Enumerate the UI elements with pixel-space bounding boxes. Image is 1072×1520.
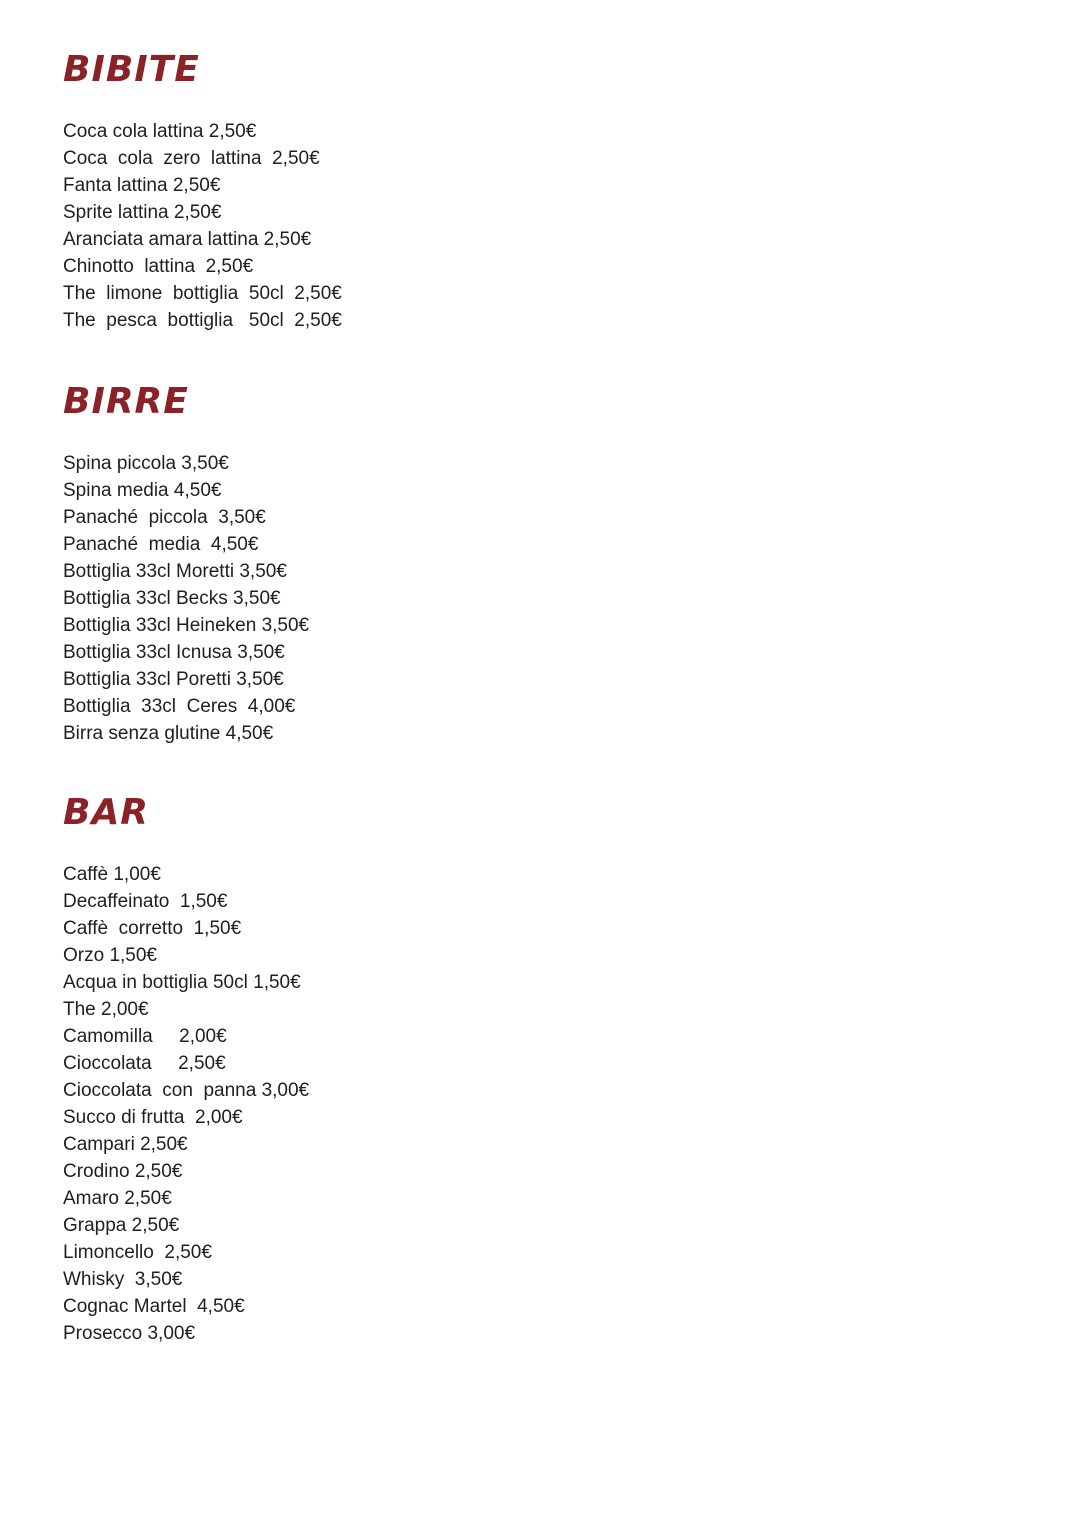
menu-item: Fanta lattina 2,50€ xyxy=(63,175,221,196)
section-heading-birre: BIRRE xyxy=(63,381,189,422)
menu-item: Cioccolata con panna 3,00€ xyxy=(63,1080,310,1101)
section-bar xyxy=(63,793,309,1347)
menu-item: Sprite lattina 2,50€ xyxy=(63,202,222,223)
menu-item: Spina media 4,50€ xyxy=(63,480,222,501)
menu-item: Chinotto lattina 2,50€ xyxy=(63,256,254,277)
menu-item: Amaro 2,50€ xyxy=(63,1188,172,1209)
menu-item: Panaché media 4,50€ xyxy=(63,534,259,555)
menu-item: Camomilla 2,00€ xyxy=(63,1026,227,1047)
menu-item: Spina piccola 3,50€ xyxy=(63,453,229,474)
menu-item: Panaché piccola 3,50€ xyxy=(63,507,266,528)
menu-item: The limone bottiglia 50cl 2,50€ xyxy=(63,283,342,304)
menu-item: Bottiglia 33cl Ceres 4,00€ xyxy=(63,696,296,717)
menu-item: Orzo 1,50€ xyxy=(63,945,157,966)
section-bibite xyxy=(63,50,342,334)
menu-item: Cioccolata 2,50€ xyxy=(63,1053,226,1074)
menu-item: Cognac Martel 4,50€ xyxy=(63,1296,245,1317)
menu-item: Caffè corretto 1,50€ xyxy=(63,918,242,939)
menu-list-bibite xyxy=(63,118,342,334)
menu-list-bar xyxy=(63,861,309,1347)
menu-item: Whisky 3,50€ xyxy=(63,1269,183,1290)
menu-item: Coca cola lattina 2,50€ xyxy=(63,121,257,142)
menu-item: Succo di frutta 2,00€ xyxy=(63,1107,243,1128)
menu-item: Crodino 2,50€ xyxy=(63,1161,183,1182)
menu-item: Grappa 2,50€ xyxy=(63,1215,180,1236)
section-birre xyxy=(63,382,309,747)
menu-item: Coca cola zero lattina 2,50€ xyxy=(63,148,320,169)
menu-item: The 2,00€ xyxy=(63,999,149,1020)
menu-item: Prosecco 3,00€ xyxy=(63,1323,196,1344)
menu-item: The pesca bottiglia 50cl 2,50€ xyxy=(63,310,342,331)
menu-item: Bottiglia 33cl Becks 3,50€ xyxy=(63,588,281,609)
menu-item: Bottiglia 33cl Icnusa 3,50€ xyxy=(63,642,285,663)
menu-item: Bottiglia 33cl Poretti 3,50€ xyxy=(63,669,284,690)
menu-item: Limoncello 2,50€ xyxy=(63,1242,212,1263)
section-heading-bar: BAR xyxy=(63,792,150,833)
menu-item: Decaffeinato 1,50€ xyxy=(63,891,228,912)
menu-item: Bottiglia 33cl Moretti 3,50€ xyxy=(63,561,287,582)
menu-list-birre xyxy=(63,450,309,747)
menu-item: Campari 2,50€ xyxy=(63,1134,188,1155)
section-heading-bibite: BIBITE xyxy=(63,49,200,90)
menu-item: Birra senza glutine 4,50€ xyxy=(63,723,274,744)
menu-item: Acqua in bottiglia 50cl 1,50€ xyxy=(63,972,301,993)
menu-item: Aranciata amara lattina 2,50€ xyxy=(63,229,312,250)
menu-item: Caffè 1,00€ xyxy=(63,864,161,885)
menu-item: Bottiglia 33cl Heineken 3,50€ xyxy=(63,615,310,636)
